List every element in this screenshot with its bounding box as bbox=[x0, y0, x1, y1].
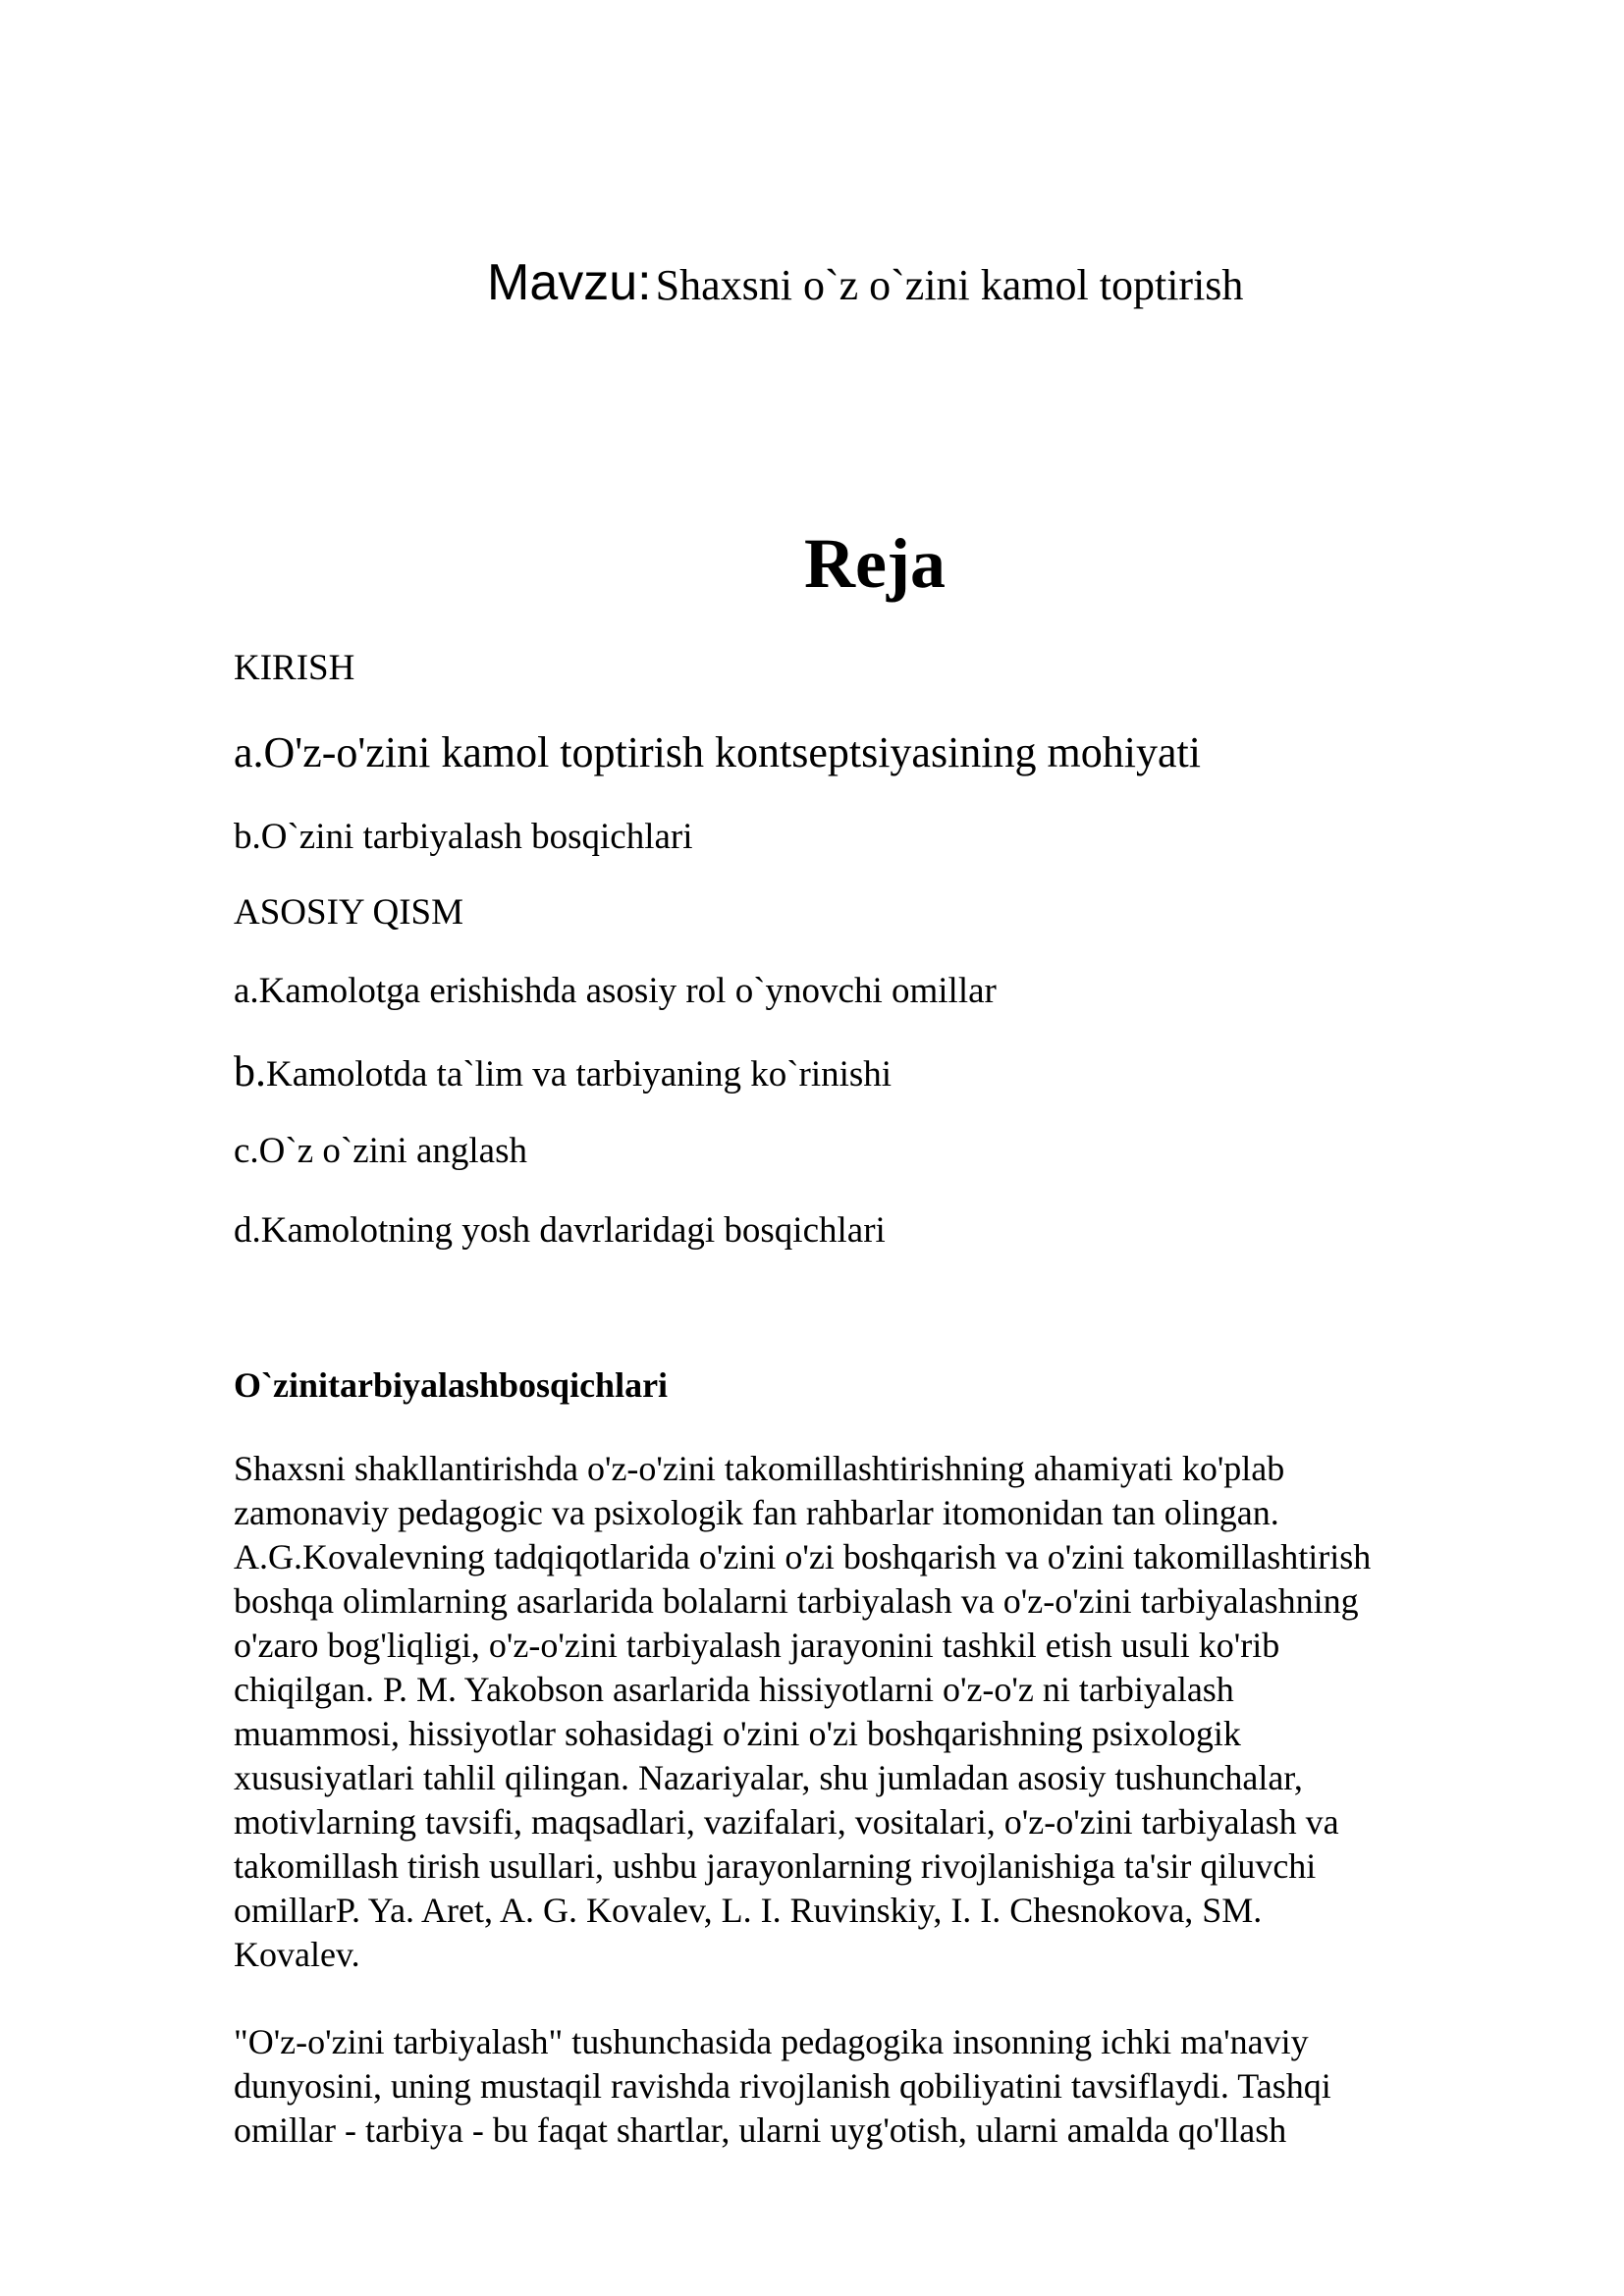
plan-item-main-d: d.Kamolotning yosh davrlaridagi bosqichlari bbox=[234, 1210, 886, 1251]
plan-item-intro-b: b.O`zini tarbiyalash bosqichlari bbox=[234, 817, 693, 857]
topic-label: Mavzu: bbox=[487, 254, 652, 311]
plan-item-main: ASOSIY QISM bbox=[234, 892, 464, 933]
paragraph-line: "O'z-o'zini tarbiyalash" tushunchasida pedagogika insonning ichki ma'naviy bbox=[234, 2022, 1309, 2061]
plan-item-main-b-prefix: b. bbox=[234, 1047, 266, 1095]
plan-item-main-c: c.O`z o`zini anglash bbox=[234, 1131, 527, 1171]
plan-item-main-b-text: Kamolotda ta`lim va tarbiyaning ko`rinishi bbox=[266, 1054, 893, 1095]
paragraph-line: o'zaro bog'liqligi, o'z-o'zini tarbiyalash jarayonini tashkil etish usuli ko'rib bbox=[234, 1626, 1280, 1665]
paragraph-line: motivlarning tavsifi, maqsadlari, vazifalari, vositalari, o'z-o'zini tarbiyalash va bbox=[234, 1802, 1339, 1842]
paragraph-line: zamonaviy pedagogic va psixologik fan rahbarlar itomonidan tan olingan. bbox=[234, 1493, 1279, 1532]
paragraph-line: xususiyatlari tahlil qilingan. Nazariyalar, shu jumladan asosiy tushunchalar, bbox=[234, 1758, 1303, 1797]
paragraph-line: dunyosini, uning mustaqil ravishda rivojlanish qobiliyatini tavsiflaydi. Tashqi bbox=[234, 2066, 1331, 2106]
paragraph-line: Shaxsni shakllantirishda o'z-o'zini takomillashtirishning ahamiyati ko'plab bbox=[234, 1449, 1285, 1488]
topic-line bbox=[487, 253, 1243, 312]
body-paragraph-1 bbox=[234, 1447, 1500, 1977]
plan-title: Reja bbox=[804, 524, 946, 603]
plan-item-main-a: a.Kamolotga erishishda asosiy rol o`ynovchi omillar bbox=[234, 971, 997, 1011]
paragraph-line: A.G.Kovalevning tadqiqotlarida o'zini o'zi boshqarish va o'zini takomillashtirish bbox=[234, 1537, 1372, 1576]
section-heading: O`zinitarbiyalashbosqichlari bbox=[234, 1365, 669, 1405]
plan-item-intro: KIRISH bbox=[234, 648, 355, 688]
paragraph-line: muammosi, hissiyotlar sohasidagi o'zini o'zi boshqarishning psixologik bbox=[234, 1714, 1241, 1753]
paragraph-line: omillar - tarbiya - bu faqat shartlar, ularni uyg'otish, ularni amalda qo'llash bbox=[234, 2110, 1287, 2150]
body-paragraph-2 bbox=[234, 2020, 1500, 2153]
plan-item-main-b bbox=[234, 1047, 893, 1095]
plan-item-intro-a: a.O'z-o'zini kamol toptirish kontseptsiyasining mohiyati bbox=[234, 728, 1201, 776]
paragraph-line: omillarP. Ya. Aret, A. G. Kovalev, L. I. Ruvinskiy, I. I. Chesnokova, SM. bbox=[234, 1891, 1263, 1930]
paragraph-line: chiqilgan. P. M. Yakobson asarlarida hissiyotlarni o'z-o'z ni tarbiyalash bbox=[234, 1670, 1234, 1709]
paragraph-line: Kovalev. bbox=[234, 1935, 360, 1974]
topic-text: Shaxsni o`z o`zini kamol toptirish bbox=[655, 261, 1244, 309]
paragraph-line: boshqa olimlarning asarlarida bolalarni tarbiyalash va o'z-o'zini tarbiyalashning bbox=[234, 1581, 1359, 1621]
paragraph-line: takomillash tirish usullari, ushbu jarayonlarning rivojlanishiga ta'sir qiluvchi bbox=[234, 1846, 1317, 1886]
